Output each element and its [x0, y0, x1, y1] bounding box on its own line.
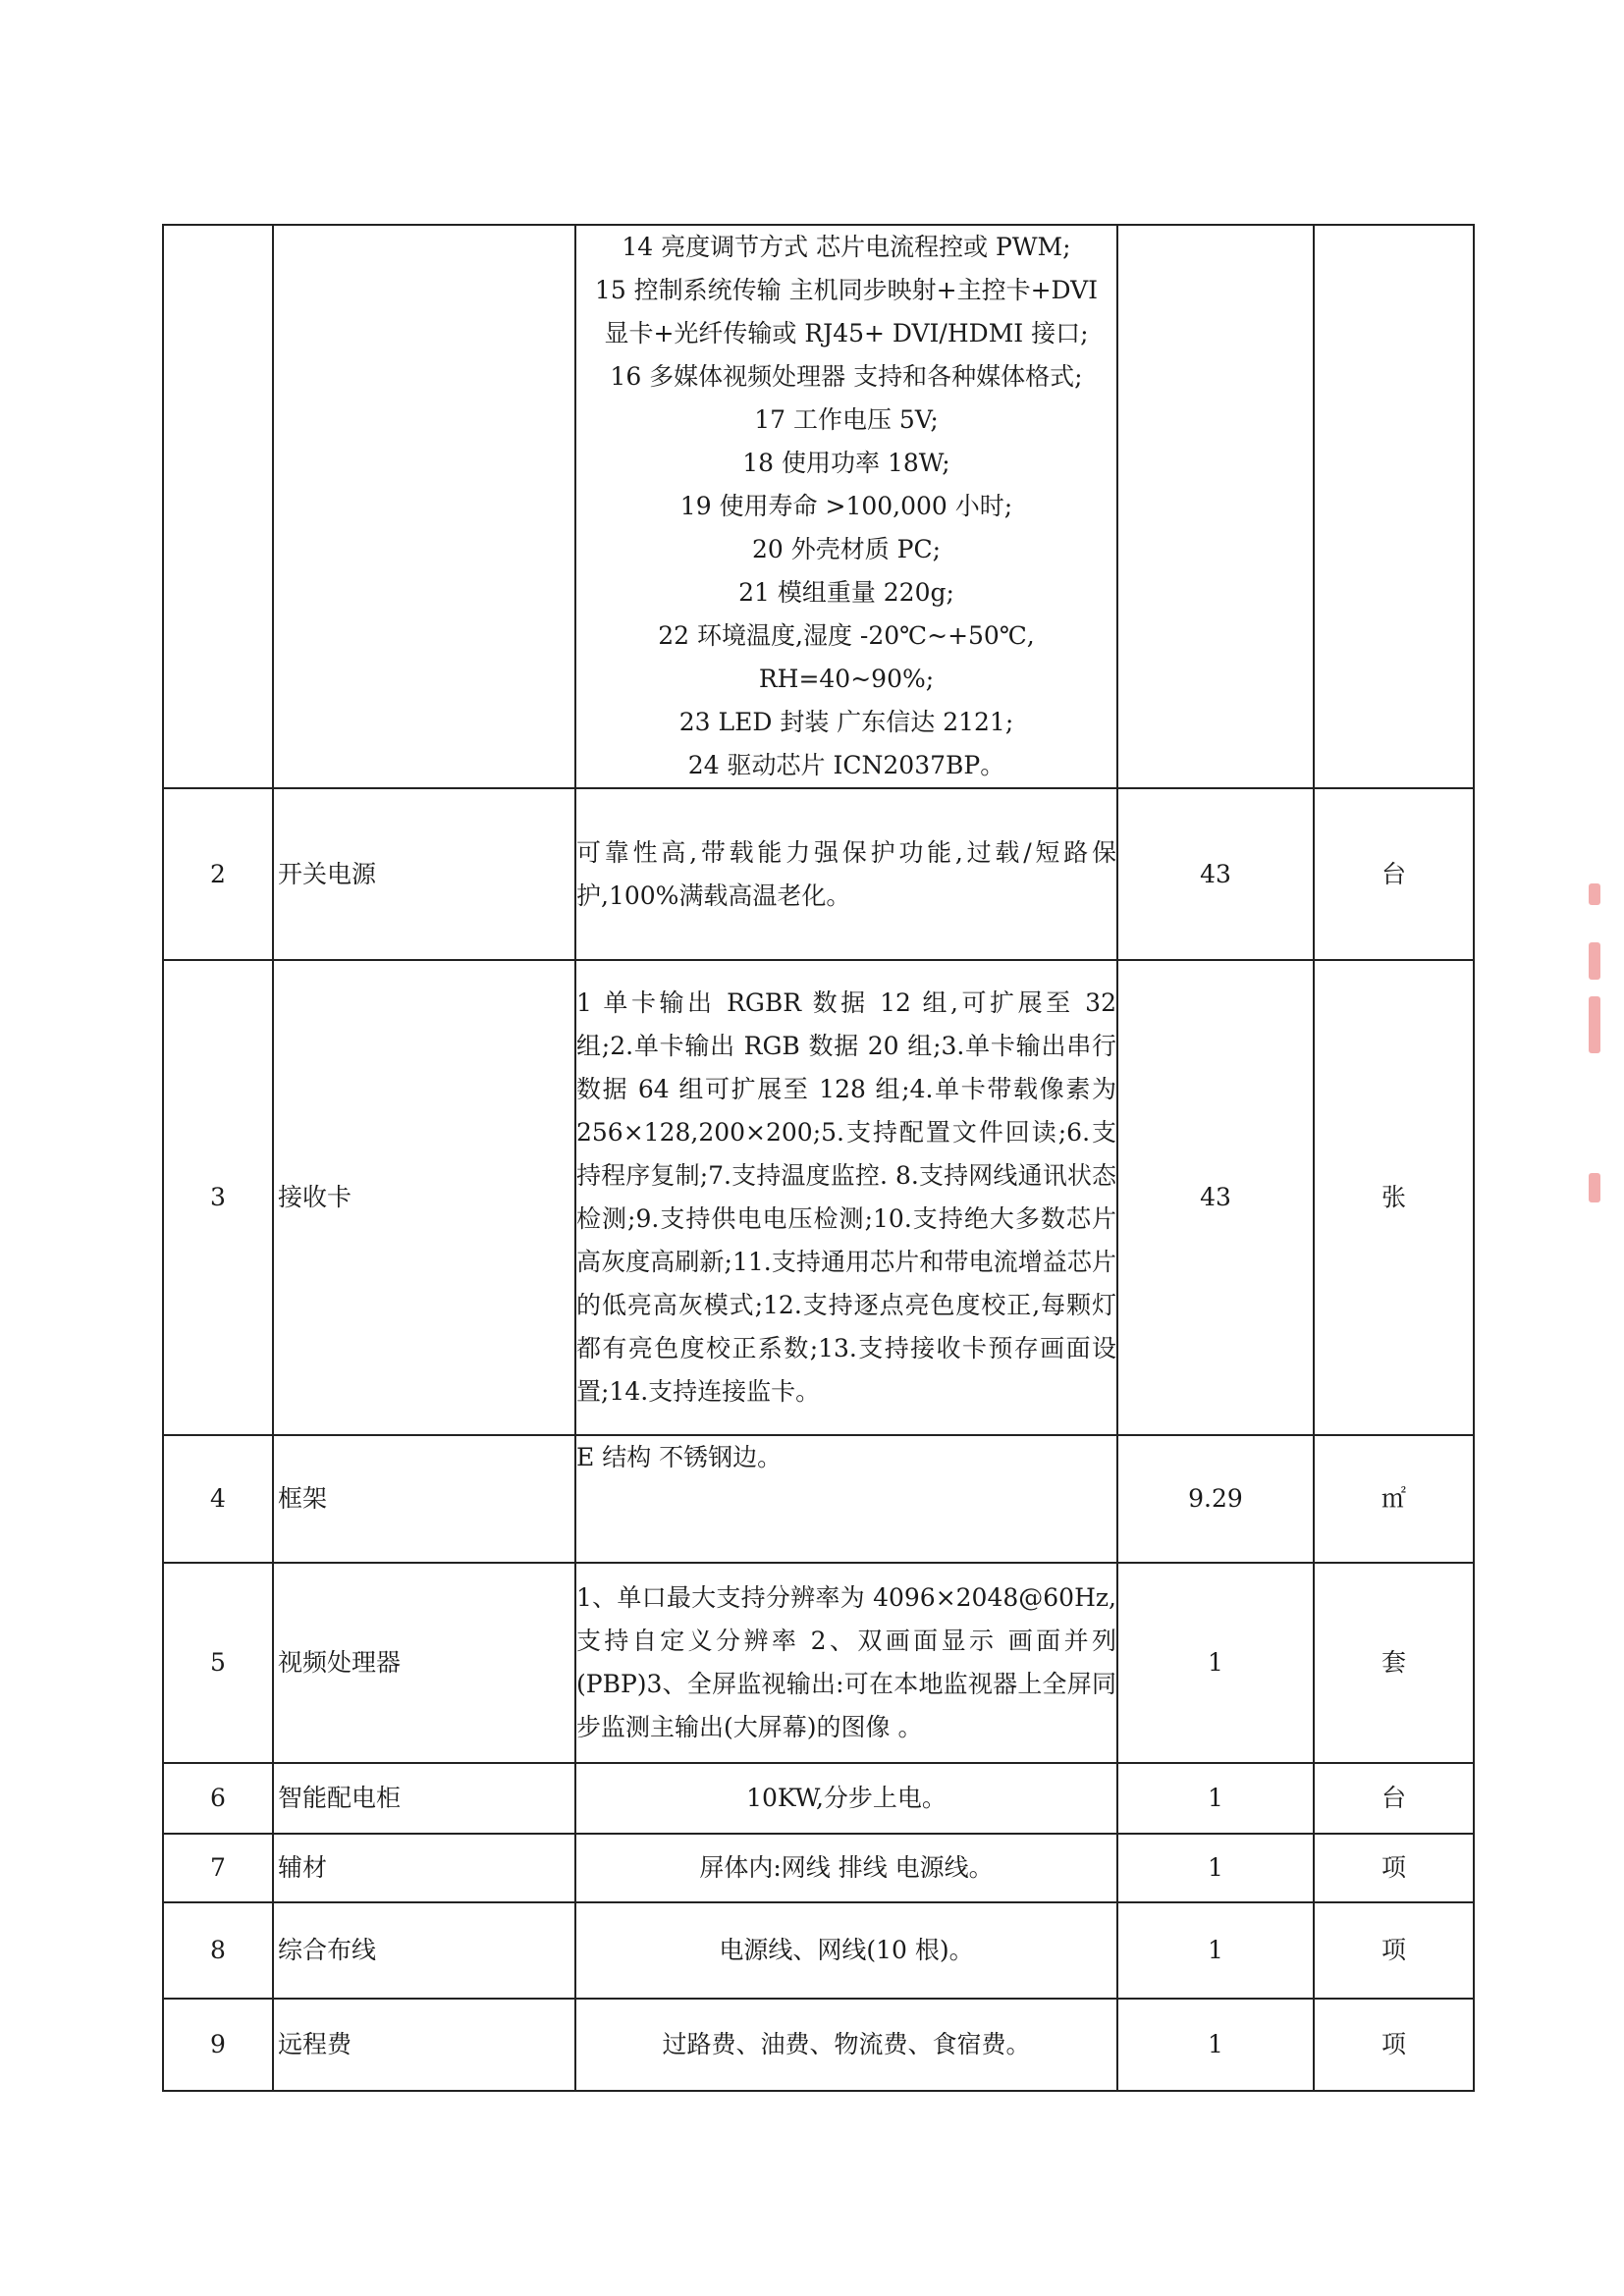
row-number: 5 — [163, 1563, 273, 1763]
item-quantity: 1 — [1117, 1902, 1314, 1999]
item-spec: 电源线、网线(10 根)。 — [575, 1902, 1117, 1999]
item-name: 框架 — [273, 1435, 575, 1563]
row-number: 7 — [163, 1834, 273, 1902]
item-unit: 项 — [1314, 1902, 1474, 1999]
table-row — [163, 1902, 1474, 1999]
spec-line: 15 控制系统传输 主机同步映射+主控卡+DVI — [594, 276, 1099, 304]
item-name: 接收卡 — [273, 960, 575, 1435]
spec-line: 16 多媒体视频处理器 支持和各种媒体格式; — [610, 362, 1083, 391]
spec-line: 17 工作电压 5V; — [754, 405, 939, 434]
row-number: 2 — [163, 788, 273, 960]
spec-line: 21 模组重量 220g; — [738, 578, 954, 607]
item-unit: 项 — [1314, 1999, 1474, 2091]
table-row — [163, 960, 1474, 1435]
spec-line: 22 环境温度,湿度 -20℃~+50℃, — [658, 621, 1035, 650]
item-spec: 10KW,分步上电。 — [575, 1763, 1117, 1834]
item-unit: 项 — [1314, 1834, 1474, 1902]
spec-line: 24 驱动芯片 ICN2037BP。 — [687, 751, 1005, 779]
item-quantity: 1 — [1117, 1763, 1314, 1834]
item-unit: 张 — [1314, 960, 1474, 1435]
table-row — [163, 788, 1474, 960]
item-spec: E 结构 不锈钢边。 — [575, 1435, 1117, 1563]
table-row — [163, 1563, 1474, 1763]
row-number: 3 — [163, 960, 273, 1435]
item-spec: 1 单卡输出 RGBR 数据 12 组,可扩展至 32 组;2.单卡输出 RGB 数据 20 组;3.单卡输出串行数据 64 组可扩展至 128 组;4.单卡带载像素为 256×128,200×200;5.支持配置文件回读;6.支持程序复制;7.支持温度监控. 8.支持网线通讯状态检测;9.支持供电电压检测;10.支持绝大多数芯片高灰度高刷新;11.支持通用芯片和带电流增益芯片的低亮高灰模式;12.支持逐点亮色度校正,每颗灯都有亮色度校正系数;13.支持接收卡预存画面设置;14.支持连接监卡。 — [575, 960, 1117, 1435]
item-name: 智能配电柜 — [273, 1763, 575, 1834]
item-quantity: 43 — [1117, 960, 1314, 1435]
spec-line: 23 LED 封装 广东信达 2121; — [678, 708, 1014, 736]
spec-line: 显卡+光纤传输或 RJ45+ DVI/HDMI 接口; — [604, 319, 1089, 347]
item-spec — [575, 225, 1117, 788]
table-row — [163, 1763, 1474, 1834]
row-number: 6 — [163, 1763, 273, 1834]
table-row — [163, 1834, 1474, 1902]
item-name — [273, 225, 575, 788]
item-unit — [1314, 225, 1474, 788]
table-row — [163, 1999, 1474, 2091]
item-unit: 台 — [1314, 1763, 1474, 1834]
row-number — [163, 225, 273, 788]
spec-line: 20 外壳材质 PC; — [751, 535, 942, 563]
item-quantity: 1 — [1117, 1999, 1314, 2091]
spec-line: 14 亮度调节方式 芯片电流程控或 PWM; — [622, 233, 1071, 261]
equipment-spec-table — [162, 224, 1475, 2092]
item-spec: 1、单口最大支持分辨率为 4096×2048@60Hz,支持自定义分辨率 2、双画面显示 画面并列(PBP)3、全屏监视输出:可在本地监视器上全屏同步监测主输出(大屏幕)的图像 。 — [575, 1563, 1117, 1763]
seal-mark — [1589, 942, 1600, 980]
item-name: 综合布线 — [273, 1902, 575, 1999]
item-name: 远程费 — [273, 1999, 575, 2091]
item-quantity — [1117, 225, 1314, 788]
item-quantity: 1 — [1117, 1834, 1314, 1902]
seal-mark — [1589, 1173, 1600, 1202]
spec-line: 19 使用寿命 >100,000 小时; — [679, 492, 1013, 520]
item-spec: 可靠性高,带载能力强保护功能,过载/短路保护,100%满载高温老化。 — [575, 788, 1117, 960]
spec-line: 18 使用功率 18W; — [742, 449, 950, 477]
item-spec: 屏体内:网线 排线 电源线。 — [575, 1834, 1117, 1902]
item-unit: ㎡ — [1314, 1435, 1474, 1563]
item-quantity: 9.29 — [1117, 1435, 1314, 1563]
row-number: 4 — [163, 1435, 273, 1563]
spec-line: RH=40~90%; — [758, 665, 935, 693]
item-quantity: 1 — [1117, 1563, 1314, 1763]
item-unit: 套 — [1314, 1563, 1474, 1763]
item-spec: 过路费、油费、物流费、食宿费。 — [575, 1999, 1117, 2091]
row-number: 9 — [163, 1999, 273, 2091]
seal-mark — [1589, 883, 1600, 905]
item-unit: 台 — [1314, 788, 1474, 960]
item-quantity: 43 — [1117, 788, 1314, 960]
item-name: 辅材 — [273, 1834, 575, 1902]
seal-mark — [1589, 996, 1600, 1053]
row-number: 8 — [163, 1902, 273, 1999]
item-name: 开关电源 — [273, 788, 575, 960]
item-name: 视频处理器 — [273, 1563, 575, 1763]
table-row — [163, 225, 1474, 788]
table-row — [163, 1435, 1474, 1563]
